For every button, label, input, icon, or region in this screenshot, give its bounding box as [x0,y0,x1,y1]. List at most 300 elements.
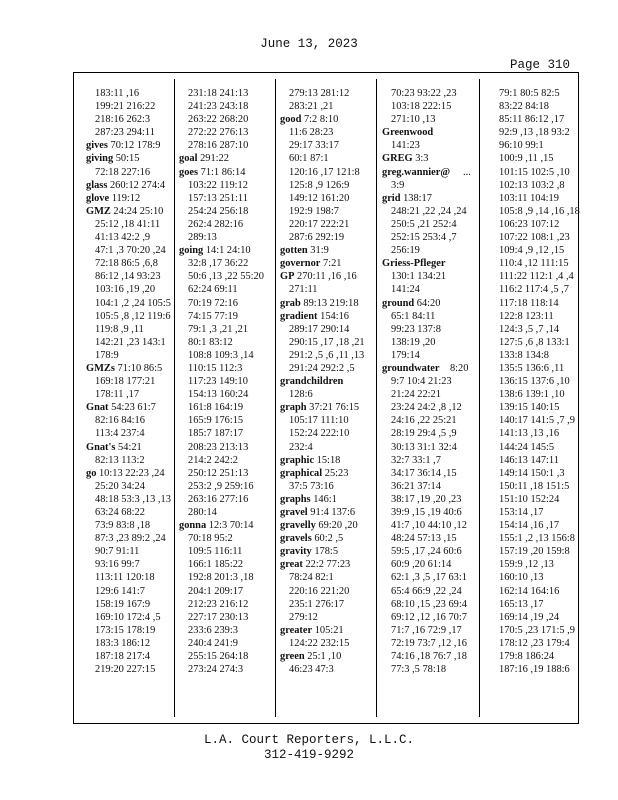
index-term: ground [382,297,415,309]
index-term: groundwater [382,362,440,374]
index-ref-line: 142:21 ,23 143:1 [95,336,166,348]
index-ref-line: 46:23 47:3 [289,664,334,676]
index-entry [280,519,372,532]
index-ref-line: 71:7 ,16 72:9 ,17 [391,624,462,636]
index-ref-line: 155:1 ,2 ,13 156:8 [499,533,575,545]
index-ref-line: 183:11 ,16 [95,88,140,99]
index-ref-line: 9:7 10:4 21:23 [391,376,452,388]
index-ref-line: 70:23 93:22 ,23 [391,88,457,99]
index-frame [73,72,579,724]
index-refs: 64:20 [414,297,441,309]
index-ref-line: 85:11 86:12 ,17 [499,114,565,126]
index-ref-line: 169:10 172:4 ,5 [95,611,161,623]
index-ref-line: 231:18 241:13 [188,88,249,99]
index-ref-line: 280:14 [188,507,217,518]
index-term: great [280,559,303,571]
index-term: Greenwood [382,127,434,139]
index-term: Gnat [86,402,109,414]
index-ref-line: 87:3 ,23 89:2 ,24 [95,533,166,545]
index-entry [86,362,178,375]
index-ref-line: 110:15 112:3 [188,362,243,374]
index-ref-line: 154:13 160:24 [188,389,249,401]
index-ref-line: 144:24 145:5 [499,441,555,453]
index-ref-line: 141:23 [391,140,420,152]
index-ref-line: 110:4 ,12 111:15 [499,258,569,270]
index-ref-line: 32:8 ,17 36:22 [188,258,249,270]
index-ref-line: 83:22 84:18 [499,101,549,113]
index-ref-line: 220:16 221:20 [289,585,350,597]
index-refs: 60:2 ,5 [311,533,344,545]
index-ref-line: 220:17 222:21 [289,218,350,230]
index-ref-line: 79:1 80:5 82:5 [499,88,560,99]
index-term: grab [280,297,301,309]
index-ref-line: 187:16 ,19 188:6 [499,664,570,676]
index-ref-line: 214:2 242:2 [188,454,238,466]
index-term: GMZ [86,205,111,217]
index-refs: 69:20 ,20 [315,520,358,532]
index-refs: 15:18 [314,454,341,466]
column-divider [275,79,276,717]
index-ref-line: 141:13 ,13 ,16 [499,428,560,440]
index-term: graphical [280,467,323,479]
index-ref-line: 157:19 ,20 159:8 [499,546,570,558]
index-ref-line: 250:5 ,21 252:4 [391,218,457,230]
index-ref-line: 241:23 243:18 [188,101,249,113]
index-ref-line: 233:6 239:3 [188,624,238,636]
index-ref-line: 187:18 217:4 [95,651,151,663]
index-term: gradient [280,310,318,322]
index-term: GMZs [86,362,115,374]
index-entry [86,179,178,192]
index-ref-line: 219:20 227:15 [95,664,156,676]
index-ref-line: 153:14 ,17 [499,507,544,518]
index-ref-line: 65:4 66:9 ,22 ,24 [391,585,462,597]
index-ref-line: 92:9 ,13 ,18 93:2 [499,127,570,139]
index-refs: 70:12 178:9 [107,140,161,152]
index-entry [280,493,372,506]
index-ref-line: 218:16 262:3 [95,114,151,126]
index-entry [280,113,372,126]
index-ref-line: 151:10 152:24 [499,493,560,505]
index-refs: 54:21 [115,441,142,453]
index-column-2 [179,87,271,723]
index-ref-line: 103:18 222:15 [391,101,452,113]
index-ref-line: 3:9 [391,179,405,191]
index-entry [280,506,372,519]
index-ref-line: 78:24 82:1 [289,572,334,584]
index-ref-line: 185:7 187:17 [188,428,244,440]
column-divider [479,79,480,717]
index-ref-line: 68:10 ,15 ,23 69:4 [391,598,467,610]
index-entry [280,650,372,663]
index-ref-line: 41:7 ,10 44:10 ,12 [391,520,467,532]
index-ref-line: 170:5 ,23 171:5 ,9 [499,624,575,636]
index-entry [179,519,271,532]
index-ref-line: 105:8 ,9 ,14 ,16 ,18 [499,205,580,217]
index-ref-line: 37:5 73:16 [289,480,334,492]
index-ref-line: 279:13 281:12 [289,88,350,99]
index-ref-line: 255:15 264:18 [188,651,249,663]
index-ref-line: 290:15 ,17 ,18 ,21 [289,336,365,348]
index-ref-line: 59:5 ,17 ,24 60:6 [391,546,462,558]
index-ref-line: 179:14 [391,349,420,361]
index-entry [382,152,474,165]
index-ref-line: 70:19 72:16 [188,297,238,309]
index-ref-line: 165:9 176:15 [188,415,244,427]
index-ref-line: 178:9 [95,349,119,361]
index-term: graph [280,402,307,414]
index-ref-line: 108:8 109:3 ,14 [188,349,254,361]
index-entry [86,441,178,454]
index-entry [382,192,474,205]
index-ref-line: 72:18 86:5 ,6,8 [95,258,158,270]
index-ref-line: 25:20 34:24 [95,480,145,492]
index-term: go [86,467,97,479]
index-ref-line: 139:15 140:15 [499,402,560,414]
index-refs: 12:3 70:14 [206,520,254,532]
index-refs: 260:12 274:4 [107,179,166,191]
index-ref-line: 113:11 120:18 [95,572,155,584]
index-ref-line: 48:24 57:13 ,15 [391,533,457,545]
index-ref-line: 129:6 141:7 [95,585,145,597]
index-ref-line: 63:24 68:22 [95,507,145,518]
index-refs: 138:17 [400,192,432,204]
index-ref-line: 149:12 161:20 [289,192,350,204]
index-ref-line: 106:23 107:12 [499,218,560,230]
index-ref-line: 254:24 256:18 [188,205,249,217]
index-ref-line: 291:2 ,5 ,6 ,11 ,13 [289,349,365,361]
index-ref-line: 70:18 95:2 [188,533,233,545]
index-term: gravelly [280,520,316,532]
index-ref-line: 23:24 24:2 ,8 ,12 [391,402,462,414]
index-ref-line: 178:11 ,17 [95,389,140,401]
index-ref-line: 278:16 287:10 [188,140,249,152]
index-ref-line: 101:15 102:5 ,10 [499,166,570,178]
index-entry [382,257,474,270]
index-ref-line: 135:5 136:6 ,11 [499,362,565,374]
index-refs: 37:21 76:15 [306,402,360,414]
index-ref-line: 272:22 276:13 [188,127,249,139]
index-ref-line: 138:6 139:1 ,10 [499,389,565,401]
index-ref-line: 28:19 29:4 ,5 ,9 [391,428,457,440]
index-ref-line: 73:9 83:8 ,18 [95,520,151,532]
index-refs: 54:23 61:7 [108,402,156,414]
index-ref-line: 82:16 84:16 [95,415,145,427]
index-term: grid [382,192,401,204]
index-term: glass [86,179,108,191]
index-term: goal [179,153,198,165]
index-ref-line: 113:4 237:4 [95,428,145,440]
index-ref-line: 287:23 294:11 [95,127,155,139]
index-ref-line: 136:15 137:6 ,10 [499,376,570,388]
index-refs: 50:15 [113,153,140,165]
index-refs: 178:5 [311,546,339,558]
index-refs: 119:12 [109,192,141,204]
index-term: GP [280,271,295,283]
index-ref-line: 116:2 117:4 ,5 ,7 [499,284,569,296]
index-ref-line: 21:24 22:21 [391,389,441,401]
index-ref-line: 103:11 104:19 [499,192,559,204]
index-ref-line: 227:17 230:13 [188,611,249,623]
index-ref-line: 117:23 149:10 [188,376,248,388]
index-refs: 154:16 [317,310,349,322]
index-ref-line: 150:11 ,18 151:5 [499,480,570,492]
index-term: graphs [280,493,311,505]
index-refs: 22:2 77:23 [302,559,351,571]
index-entry [179,166,271,179]
index-entry [280,467,372,480]
index-ref-line: 117:18 118:14 [499,297,559,309]
index-term: gives [86,140,108,152]
index-ref-line: 235:1 276:17 [289,598,345,610]
index-entry [382,166,474,179]
index-term: graphic [280,454,315,466]
index-refs: 24:24 25:10 [110,205,164,217]
index-ref-line: 169:14 ,19 ,24 [499,611,560,623]
index-ref-line: 140:17 141:5 ,7 ,9 [499,415,575,427]
footer [0,733,618,763]
index-ref-line: 74:15 77:19 [188,310,238,322]
index-ref-line: 69:12 ,12 ,16 70:7 [391,611,467,623]
index-ref-line: 105:17 111:10 [289,415,349,427]
index-ref-line: 250:12 251:13 [188,467,249,479]
index-ref-line: 41:13 42:2 ,9 [95,232,151,244]
index-entry [86,205,178,218]
index-term: gonna [179,520,207,532]
index-entry [179,152,271,165]
page-number: Page 310 [509,58,570,72]
index-ref-line: 161:8 164:19 [188,402,244,414]
index-ref-line: 166:1 185:22 [188,559,244,571]
index-ref-line: 30:13 31:1 32:4 [391,441,457,453]
index-ref-line: 72:18 227:16 [95,166,151,178]
index-entry [86,139,178,152]
index-ref-line: 289:17 290:14 [289,323,350,335]
index-entry [280,401,372,414]
index-ref-line: 103:22 119:12 [188,179,248,191]
index-ref-line: 178:12 ,23 179:4 [499,637,570,649]
index-ref-line: 103:16 ,19 ,20 [95,284,156,296]
index-ref-line: 79:1 ,3 ,21 ,21 [188,323,249,335]
index-term: green [280,651,305,663]
index-term: Gnat's [86,441,116,453]
index-ref-line: 77:3 ,5 78:18 [391,664,447,676]
index-refs: 25:1 ,10 [304,651,342,663]
index-ref-line: 105:5 ,8 ,12 119:6 [95,310,171,322]
index-ref-line: 47:1 ,3 70:20 ,24 [95,245,166,257]
column-divider [376,79,377,717]
index-ref-line: 104:1 ,2 ,24 105:5 [95,297,171,309]
index-ref-line: 62:1 ,3 ,5 ,17 63:1 [391,572,467,584]
index-term: gravity [280,546,312,558]
index-entry [280,310,372,323]
index-entry [86,467,178,480]
index-ref-line: 82:13 113:2 [95,454,145,466]
index-term: gravel [280,507,308,518]
index-entry [280,244,372,257]
index-refs: ... [450,166,471,178]
index-ref-line: 263:22 268:20 [188,114,249,126]
index-ref-line: 130:1 134:21 [391,271,447,283]
index-ref-line: 169:18 177:21 [95,376,156,388]
index-term: gotten [280,245,308,257]
index-ref-line: 62:24 69:11 [188,284,238,296]
index-ref-line: 60:9 ,20 61:14 [391,559,452,571]
index-entry [86,192,178,205]
index-ref-line: 149:14 150:1 ,3 [499,467,565,479]
index-ref-line: 287:6 292:19 [289,232,345,244]
index-refs: 91:4 137:6 [307,507,356,518]
index-ref-line: 60:1 87:1 [289,153,329,165]
index-ref-line: 256:19 [391,245,420,257]
index-ref-line: 119:8 ,9 ,11 [95,323,144,335]
index-ref-line: 107:22 108:1 ,23 [499,232,570,244]
index-ref-line: 141:24 [391,284,420,296]
index-ref-line: 199:21 216:22 [95,101,156,113]
index-refs: 14:1 24:10 [203,245,251,257]
index-ref-line: 133:8 134:8 [499,349,549,361]
index-refs: 270:11 ,16 ,16 [294,271,357,283]
index-refs: 3:3 [412,153,429,165]
index-ref-line: 253:2 ,9 259:16 [188,480,254,492]
index-ref-line: 80:1 83:12 [188,336,233,348]
index-ref-line: 192:9 198:7 [289,205,339,217]
index-term: goes [179,166,199,178]
index-ref-line: 160:10 ,13 [499,572,544,584]
index-ref-line: 93:16 99:7 [95,559,140,571]
footer-phone: 312-419-9292 [263,748,354,762]
index-ref-line: 24:16 ,22 25:21 [391,415,457,427]
index-ref-line: 96:10 99:1 [499,140,544,152]
index-term: greg.wannier@ [382,166,451,178]
index-ref-line: 29:17 33:17 [289,140,339,152]
index-term: glove [86,192,110,204]
index-ref-line: 252:15 253:4 ,7 [391,232,457,244]
index-ref-line: 291:24 292:2 ,5 [289,362,355,374]
index-entry [86,152,178,165]
index-ref-line: 120:16 ,17 121:8 [289,166,360,178]
index-ref-line: 162:14 164:16 [499,585,560,597]
index-ref-line: 127:5 ,6 ,8 133:1 [499,336,570,348]
index-entry [382,362,474,375]
index-ref-line: 154:14 ,16 ,17 [499,520,560,532]
index-term: gravels [280,533,312,545]
index-ref-line: 165:13 ,17 [499,598,544,610]
index-ref-line: 38:17 ,19 ,20 ,23 [391,493,462,505]
index-ref-line: 34:17 36:14 ,15 [391,467,457,479]
index-ref-line: 273:24 274:3 [188,664,244,676]
index-entry [280,297,372,310]
index-ref-line: 72:19 73:7 ,12 ,16 [391,637,467,649]
index-entry [86,401,178,414]
index-ref-line: 289:13 [188,232,217,244]
index-column-1 [86,87,178,723]
index-ref-line: 36:21 37:14 [391,480,441,492]
index-ref-line: 192:8 201:3 ,18 [188,572,254,584]
index-ref-line: 279:12 [289,611,318,623]
index-column-4 [382,87,474,723]
index-ref-line: 124:22 232:15 [289,637,350,649]
index-ref-line: 271:11 [289,284,318,296]
index-ref-line: 109:5 116:11 [188,546,243,558]
index-ref-line: 159:9 ,12 ,13 [499,559,554,571]
index-ref-line: 263:16 277:16 [188,493,249,505]
index-entry [280,532,372,545]
index-term: grandchildren [280,376,344,388]
index-entry [382,126,474,139]
index-refs: 71:10 86:5 [114,362,163,374]
index-ref-line: 109:4 ,9 ,12 ,15 [499,245,565,257]
header-date: June 13, 2023 [260,37,358,51]
index-refs: 25:23 [322,467,349,479]
index-term: going [179,245,204,257]
index-ref-line: 146:13 147:11 [499,454,559,466]
index-term: governor [280,258,321,270]
index-ref-line: 65:1 84:11 [391,310,436,322]
index-ref-line: 262:4 282:16 [188,218,244,230]
index-refs: 7:2 8:10 [301,114,339,126]
index-refs: 89:13 219:18 [300,297,359,309]
index-term: giving [86,153,114,165]
index-ref-line: 183:3 186:12 [95,637,151,649]
index-ref-line: 50:6 ,13 ,22 55:20 [188,271,264,283]
index-entry [382,297,474,310]
index-ref-line: 25:12 ,18 41:11 [95,218,161,230]
index-entry [280,454,372,467]
index-ref-line: 179:8 186:24 [499,651,555,663]
index-entry [280,545,372,558]
index-ref-line: 86:12 ,14 93:23 [95,271,161,283]
index-refs: 7:21 [320,258,342,270]
index-ref-line: 157:13 251:11 [188,192,248,204]
index-entry [280,270,372,283]
index-ref-line: 48:18 53:3 ,13 ,13 [95,493,171,505]
index-ref-line: 102:13 103:2 ,8 [499,179,565,191]
index-ref-line: 158:19 167:9 [95,598,151,610]
index-entry [179,244,271,257]
index-ref-line: 122:8 123:11 [499,310,554,322]
index-ref-line: 240:4 241:9 [188,637,238,649]
index-entry [280,257,372,270]
index-ref-line: 100:9 ,11 ,15 [499,153,554,165]
index-ref-line: 125:8 ,9 126:9 [289,179,350,191]
index-term: GREG [382,153,413,165]
footer-company: L.A. Court Reporters, L.L.C. [203,733,415,747]
index-ref-line: 271:10 ,13 [391,114,436,126]
index-entry [280,558,372,571]
index-ref-line: 152:24 222:10 [289,428,350,440]
index-entry [280,375,372,388]
index-refs: 105:21 [312,624,344,636]
index-term: Griess-Pfleger [382,258,446,270]
index-ref-line: 111:22 112:1 ,4 ,4 [499,271,574,283]
index-refs: 10:13 22:23 ,24 [96,467,165,479]
index-ref-line: 138:19 ,20 [391,336,436,348]
index-ref-line: 173:15 178:19 [95,624,156,636]
index-column-3 [280,87,372,723]
index-ref-line: 128:6 [289,389,313,401]
index-term: good [280,114,302,126]
index-ref-line: 74:16 ,18 76:7 ,18 [391,651,467,663]
index-ref-line: 212:23 216:12 [188,598,249,610]
index-ref-line: 248:21 ,22 ,24 ,24 [391,205,467,217]
index-refs: 8:20 [439,362,469,374]
index-ref-line: 32:7 33:1 ,7 [391,454,441,466]
index-ref-line: 208:23 213:13 [188,441,249,453]
index-ref-line: 11:6 28:23 [289,127,334,139]
index-ref-line: 39:9 ,15 ,19 40:6 [391,507,462,518]
index-refs: 146:1 [310,493,337,505]
